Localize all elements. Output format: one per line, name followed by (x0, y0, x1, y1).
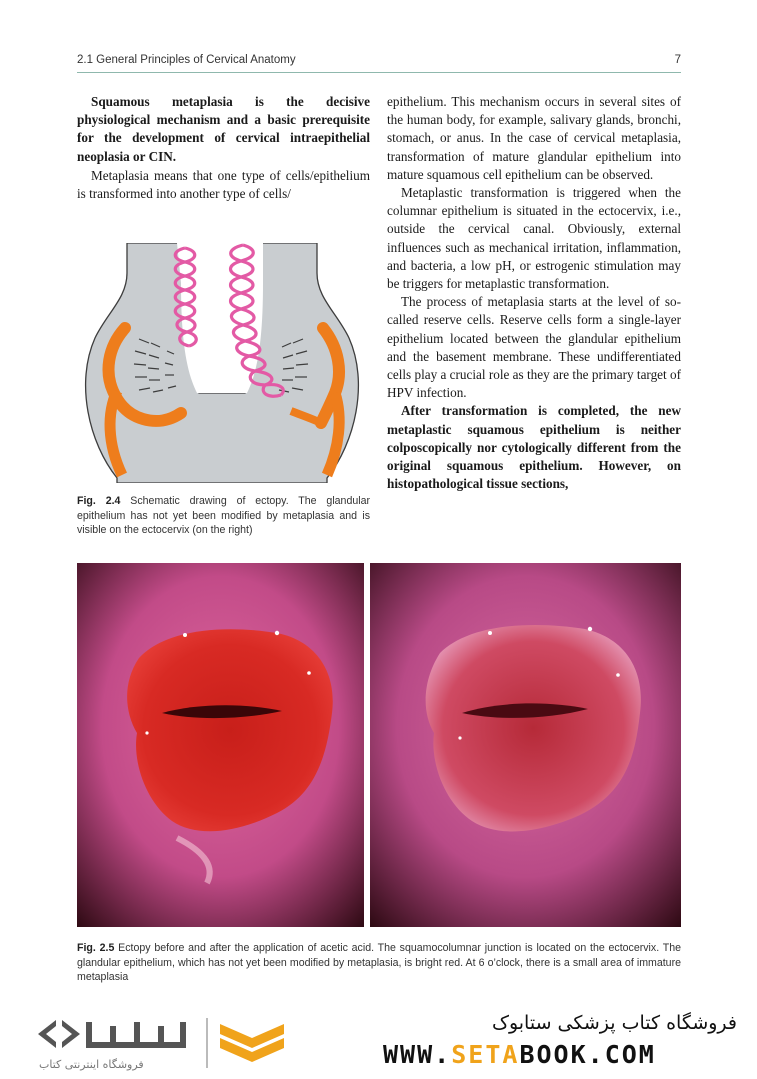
running-header (77, 52, 681, 72)
url-accent: SETA (451, 1040, 520, 1069)
store-name: فروشگاه کتاب پزشکی ستابوک (491, 1012, 737, 1034)
left-column (77, 93, 370, 203)
url-part: WWW. (383, 1040, 452, 1069)
right-column (387, 93, 681, 493)
key-statement: After transformation is completed, the new metaplastic squamous epithelium is neither colposcopically nor cytologically different from the original squamous epithelium. However, on histopathological tissue sections, (387, 403, 681, 492)
body-paragraph: Metaplasia means that one type of cells/epithelium is transformed into another type of cells/ (77, 167, 370, 202)
figure-label: Fig. 2.5 (77, 942, 115, 954)
colposcopy-photo-after (370, 563, 681, 927)
key-statement: Squamous metaplasia is the decisive physiological mechanism and a basic prerequisite for the development of cervical intraepithelial neoplasia or CIN. (77, 94, 370, 164)
body-paragraph: epithelium. This mechanism occurs in several sites of the human body, for example, salivary glands, bronchi, stomach, or anus. In the case of cervical metaplasia, transformation of mature glandular epithelium into mature squamous cell epithelium can be observed. (387, 94, 681, 182)
colposcopy-photo-before (77, 563, 364, 927)
figure-2-5-caption (77, 941, 681, 985)
figure-caption-text: Ectopy before and after the application of acetic acid. The squamocolumnar junction is located on the ectocervix. The glandular epithelium, which has not yet been modified by metaplasia, is bright red. At 6 o’clock, there is a small area of immature metaplasia (77, 942, 682, 984)
header-rule (77, 72, 681, 73)
figure-2-4-caption (77, 494, 370, 538)
figure-2-4-diagram (77, 243, 370, 483)
page-number: 7 (674, 54, 681, 66)
body-paragraph: The process of metaplasia starts at the level of so-called reserve cells. Reserve cells form a single-layer epithelium located between the glandular epithelium and the basement membrane. These undifferentiated cells play a crucial role as they are the primary target of HPV infection. (387, 294, 681, 401)
figure-caption-text: Schematic drawing of ectopy. The glandular epithelium has not yet been modified by metaplasia and is visible on the ectocervix (on the right) (77, 495, 371, 537)
logo-tagline: فروشگاه اینترنتی کتاب (39, 1058, 144, 1071)
url-part: BOOK.COM (519, 1040, 656, 1069)
section-title: 2.1 General Principles of Cervical Anatomy (77, 54, 296, 66)
body-paragraph: Metaplastic transformation is triggered when the columnar epithelium is situated in the ectocervix, i.e., outside the cervical canal. Obviously, external influences such as mechanical irritation, inflammation, and bacteria, a low pH, or estrogenic stimulation may be triggers for metaplastic transformation. (387, 185, 681, 292)
figure-label: Fig. 2.4 (77, 495, 121, 507)
website-url (383, 1040, 656, 1069)
